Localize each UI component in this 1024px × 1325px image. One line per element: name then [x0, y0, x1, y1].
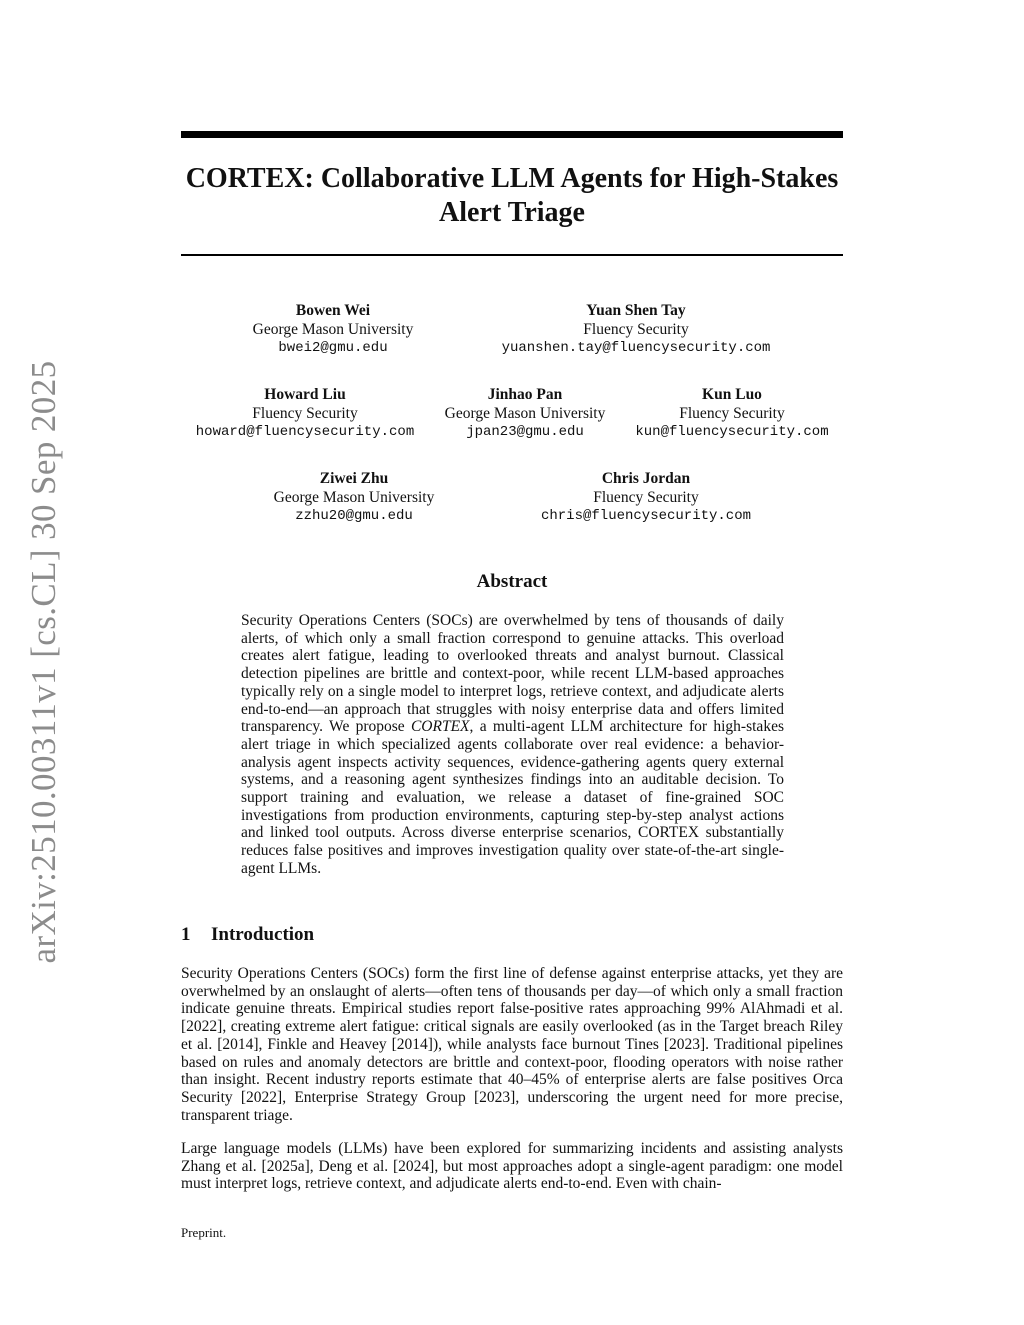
author-name: Bowen Wei [295, 302, 371, 319]
title-bottom-rule [181, 254, 843, 256]
title-top-rule [181, 131, 843, 138]
author-name: Ziwei Zhu [319, 470, 389, 487]
author-block [274, 469, 435, 526]
author-block [445, 385, 606, 442]
author-email: jpan23@gmu.edu [466, 424, 584, 440]
section-number: 1 [181, 924, 191, 945]
author-email: zzhu20@gmu.edu [295, 508, 413, 524]
author-email: yuanshen.tay@fluencysecurity.com [501, 340, 771, 356]
author-affiliation: George Mason University [273, 489, 435, 506]
author-block [502, 301, 771, 358]
author-name: Jinhao Pan [487, 386, 563, 403]
section-heading-introduction [181, 924, 314, 946]
abstract-text-end: , a multi-agent LLM architecture for high-stakes alert triage in which specialized agents collaborate over real evidence: a behavior-analysis agent inspects activity sequences, evidence-gathering agents query external systems, and a reasoning agent synthesizes findings into an auditable decision. To support training and evaluation, we release a dataset of fine-grained SOC investigations from production environments, capturing step-by-step analyst actions and linked tool outputs. Across diverse enterprise scenarios, CORTEX substantially reduces false positives and improves investigation quality over state-of-the-art single-agent LLMs. [241, 718, 784, 877]
author-block [635, 385, 828, 442]
author-email: chris@fluencysecurity.com [540, 508, 752, 524]
abstract-body [241, 612, 784, 878]
author-name: Yuan Shen Tay [586, 302, 686, 319]
author-name: Chris Jordan [601, 470, 691, 487]
abstract-text-start: Security Operations Centers (SOCs) are overwhelmed by tens of thousands of daily alerts, of which only a small fraction correspond to genuine attacks. This overload creates alert fatigue, leading to overlooked threats and analyst burnout. Classical detection pipelines are brittle and context-poor, while recent LLM-based approaches typically rely on a single model to interpret logs, retrieve context, and adjudicate alerts end-to-end—an approach that struggles with noisy enterprise data and offers limited transparency. We propose [241, 612, 784, 736]
author-name: Howard Liu [264, 386, 346, 403]
author-affiliation: Fluency Security [583, 321, 689, 338]
author-block [196, 385, 414, 442]
section-title: Introduction [211, 924, 315, 945]
abstract-heading: Abstract [476, 571, 548, 592]
intro-paragraph: Large language models (LLMs) have been explored for summarizing incidents and assisting analysts Zhang et al. [2025a], Deng et al. [2024], but most approaches adopt a single-agent paradigm: one model must interpret logs, retrieve context, and adjudicate alerts end-to-end. Even with chain- [181, 1140, 843, 1193]
intro-paragraph: Security Operations Centers (SOCs) form the first line of defense against enterprise attacks, yet they are overwhelmed by an onslaught of alerts—often tens of thousands per day—of which only a small fraction indicate genuine threats. Empirical studies report false-positive rates approaching 99% AlAhmadi et al. [2022], creating extreme alert fatigue: critical signals are easily overlooked (as in the Target breach Riley et al. [2014], Finkle and Heavey [2014]), while analysts face burnout Tines [2023]. Traditional pipelines based on rules and anomaly detectors are brittle and context-poor, flooding operators with noise rather than insight. Recent industry reports estimate that 40–45% of enterprise alerts are false positives Orca Security [2022], Enterprise Strategy Group [2023], underscoring the urgent need for more precise, transparent triage. [181, 965, 843, 1124]
author-block [541, 469, 751, 526]
system-name-emphasis: CORTEX [410, 718, 470, 736]
author-block [253, 301, 414, 358]
author-affiliation: Fluency Security [593, 489, 699, 506]
preprint-footer: Preprint. [181, 1225, 227, 1240]
author-email: kun@fluencysecurity.com [635, 424, 829, 440]
author-email: howard@fluencysecurity.com [195, 424, 415, 440]
paper-title: CORTEX: Collaborative LLM Agents for High-Stakes Alert Triage [185, 163, 839, 228]
author-affiliation: Fluency Security [252, 405, 358, 422]
author-affiliation: Fluency Security [679, 405, 785, 422]
arxiv-identifier-stamp: arXiv:2510.00311v1 [cs.CL] 30 Sep 2025 [24, 360, 63, 964]
author-email: bwei2@gmu.edu [278, 340, 388, 356]
author-affiliation: George Mason University [252, 321, 414, 338]
author-affiliation: George Mason University [444, 405, 606, 422]
author-name: Kun Luo [702, 386, 762, 403]
